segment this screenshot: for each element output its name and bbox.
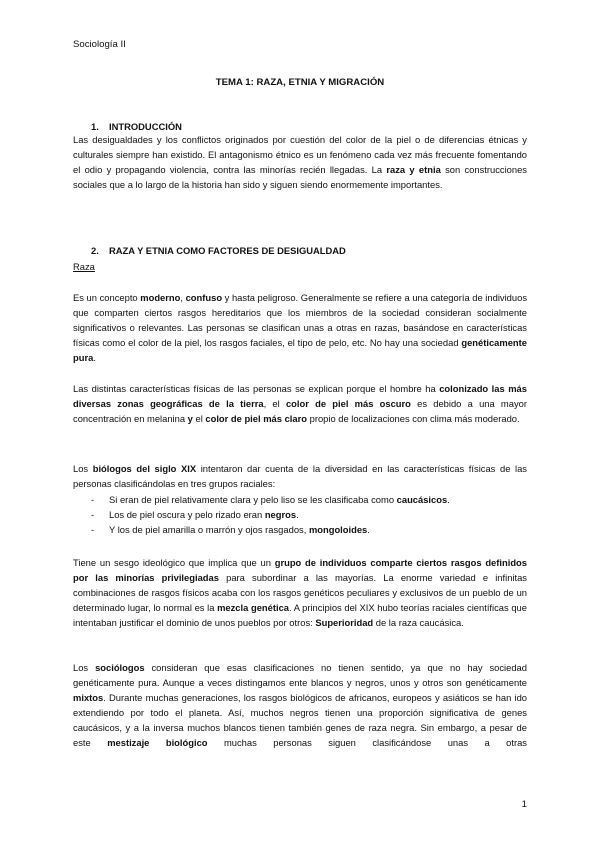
- raza-paragraph-4-block: [73, 555, 527, 630]
- list-item: [91, 507, 511, 522]
- bold-text: sociólogos: [95, 662, 145, 673]
- list-dash: -: [91, 509, 95, 521]
- section-2-title: RAZA Y ETNIA COMO FACTORES DE DESIGUALDAD: [109, 245, 346, 256]
- raza-paragraph-5: [73, 660, 527, 751]
- subheading-raza: Raza: [73, 261, 95, 272]
- bold-text: biólogos del siglo XIX: [92, 463, 197, 474]
- text: .: [367, 524, 370, 536]
- raza-paragraph-2-block: [73, 381, 527, 426]
- text: ,: [180, 292, 186, 303]
- text: .: [447, 494, 450, 505]
- raza-paragraph-5-block: [73, 660, 527, 751]
- text: intentaron dar cuenta de la diversidad en las características físicas de las personas clasificándolas en tres grupos raciales:: [73, 463, 527, 490]
- bold-text: negros: [264, 509, 297, 521]
- text: de la raza caucásica.: [373, 617, 464, 629]
- text: consideran que esas clasificaciones no tienen sentido, ya que no hay sociedad genéticamente pura. Aunque a veces distingamos ente blancos y negros, unos y otros son genéticamente: [73, 662, 527, 689]
- text: Los: [73, 463, 93, 474]
- text: Si eran de piel relativamente clara y pelo liso se les clasificaba como: [109, 494, 397, 505]
- text: Y los de piel amarilla o marrón y ojos rasgados,: [109, 524, 309, 536]
- bold-text: Superioridad: [315, 617, 374, 629]
- text: es debido a una mayor concentración en melanina: [73, 398, 527, 425]
- list-item: [91, 492, 511, 507]
- text: propio de localizaciones con clima más moderado.: [307, 413, 520, 425]
- page-number: 1: [521, 799, 527, 810]
- text: muchas personas siguen clasificándose unas a otras: [207, 737, 527, 749]
- bold-text: mezcla genética: [217, 602, 290, 614]
- bold-text: genéticamente pura: [73, 337, 527, 364]
- bold-text: caucásicos: [396, 494, 448, 505]
- section-1-title: INTRODUCCIÓN: [109, 121, 182, 132]
- running-header: Sociología II: [73, 39, 126, 50]
- bold-text: mongoloides: [308, 524, 368, 536]
- text: Los de piel oscura y pelo rizado eran: [109, 509, 265, 521]
- bold-text: color de piel más claro: [205, 413, 307, 425]
- list-item: [91, 522, 511, 537]
- bold-text: raza y etnia: [386, 164, 441, 176]
- text: para subordinar a las mayorías. La enorme variedad e infinitas combinaciones de rasgos físicos acaba con los rasgos genéticos peculiares y exclusivos de un pueblo de un determinado lugar, lo normal es la: [73, 572, 527, 614]
- text: y hasta peligroso. Generalmente se refiere a una categoría de individuos que comparten ciertos rasgos hereditarios que los miembros de la sociedad consideran socialmente significativos o relevantes. Las personas se clasifican unas a otras en razas, basándose en características físicas como el color de la piel, los rasgos faciales, el tipo de pelo, etc. No hay una sociedad: [73, 292, 528, 349]
- bold-text: confuso: [185, 292, 223, 303]
- bold-text: color de piel más oscuro: [285, 398, 411, 410]
- raza-paragraph-3: [73, 461, 527, 491]
- text: . Durante muchas generaciones, los rasgos biológicos de africanos, europeos y asiáticos se han ido extendiendo por todo el planeta. Así, muchos negros tienen una proporción significativa de genes caucásicos, y a la inversa muchos blancos tienen también genes de raza negra. Sin embargo, a pesar de este: [73, 692, 527, 749]
- text: .: [93, 352, 96, 364]
- text: son construcciones sociales que a lo largo de la historia han sido y siguen siendo enormemente importantes.: [73, 164, 527, 191]
- bold-text: colonizado las más diversas zonas geográficas de la tierra: [73, 383, 527, 410]
- section-1-number: 1.: [91, 121, 99, 132]
- raza-paragraph-1: [73, 290, 527, 365]
- bold-text: moderno: [140, 292, 181, 303]
- text: Las distintas características físicas de las personas se explican porque el hombre ha: [73, 383, 440, 394]
- bold-text: grupo de individuos comparte ciertos rasgos definidos por las minorías privilegiadas: [73, 557, 527, 584]
- text: , el: [263, 398, 286, 410]
- intro-paragraph-block: [73, 132, 527, 192]
- text: Los: [73, 662, 96, 673]
- section-2-number: 2.: [91, 245, 99, 256]
- text: Tiene un sesgo ideológico que implica que un: [73, 557, 275, 568]
- bold-text: y: [187, 413, 193, 425]
- raza-paragraph-1-block: [73, 290, 527, 365]
- racial-groups-list: [91, 492, 511, 537]
- list-dash: -: [91, 524, 95, 536]
- section-2-heading: [91, 245, 346, 256]
- section-1-heading: [91, 121, 182, 132]
- text: Las desigualdades y los conflictos originados por cuestión del color de la piel o de diferencias étnicas y culturales siempre han existido. El antagonismo étnico es un fenómeno cada vez más frecuente fomentando el odio y propagando violencia, contra las minorías recién llegadas. La: [73, 134, 527, 176]
- list-dash: -: [91, 494, 95, 505]
- text: . A principios del XIX hubo teorías raciales científicas que intentaban justificar el dominio de unos pueblos por otros:: [73, 602, 527, 629]
- bold-text: mixtos: [73, 692, 104, 704]
- text: el: [192, 413, 206, 425]
- document-title: TEMA 1: RAZA, ETNIA Y MIGRACIÓN: [215, 77, 385, 88]
- raza-paragraph-2: [73, 381, 527, 426]
- raza-paragraph-3-block: [73, 461, 527, 491]
- intro-paragraph: [73, 132, 527, 192]
- bold-text: mestizaje biológico: [107, 737, 208, 749]
- raza-paragraph-4: [73, 555, 527, 630]
- text: Es un concepto: [73, 292, 141, 303]
- text: .: [296, 509, 299, 521]
